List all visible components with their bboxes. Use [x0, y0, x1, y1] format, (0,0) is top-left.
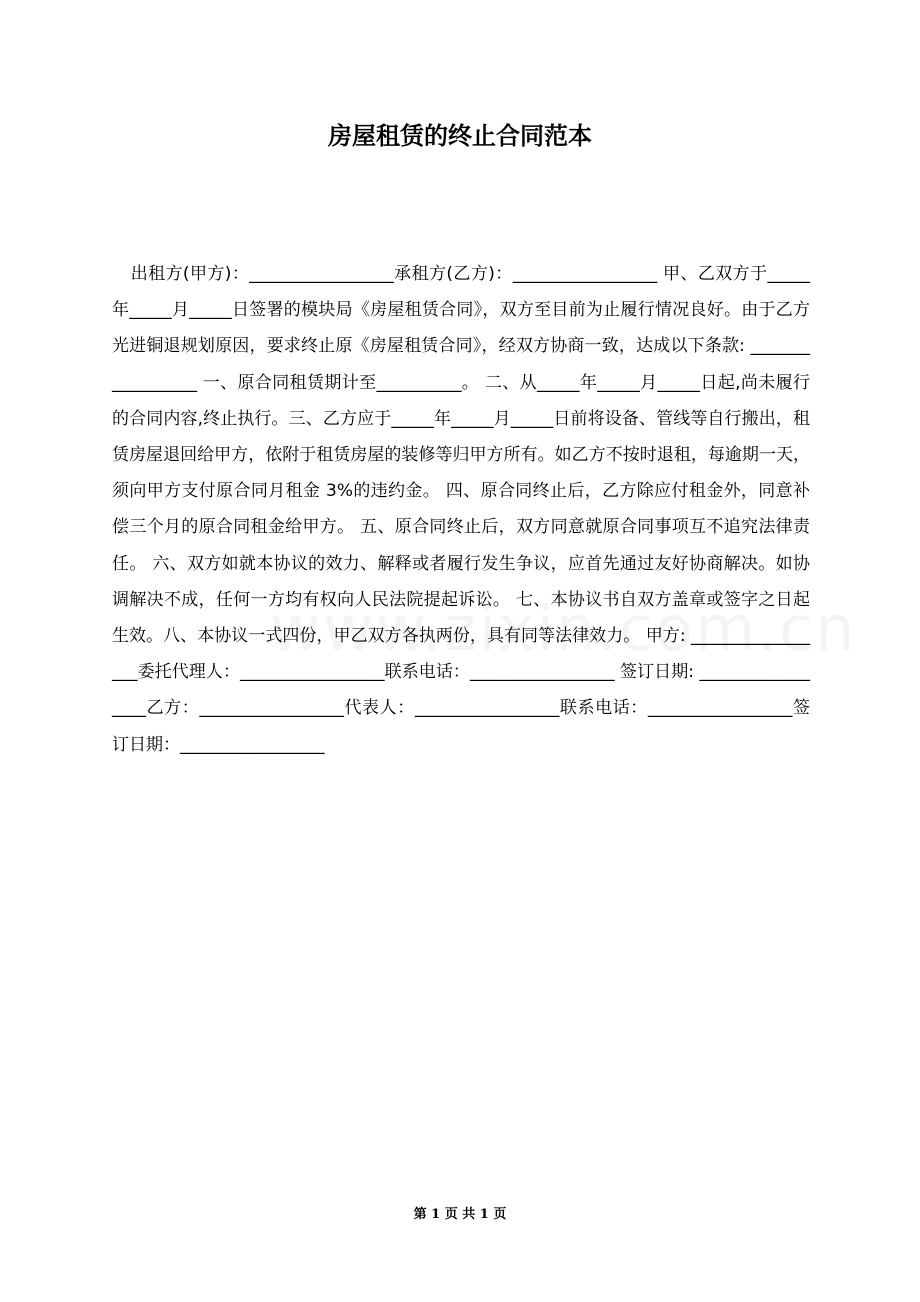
page-footer: 第 1 页 共 1 页	[413, 1207, 507, 1222]
contract-body-text: 出租方(甲方)：_________________承租方(乙方)：_________________ 甲、乙双方于_____年_____月_____日签署的模块局《房屋租赁合同》，双方至目前为止履行情况良好。由于乙方光进铜退规划原因，要求终止原《房屋租赁合同》，经双方协商一致，达成以下条款: _________________ 一、原合同租赁期计至__________。 二、从_____年_____月_____日起,尚未履行的合同内容,终止执行。三、乙方应于_____年_____月_____日前将设备、管线等自行搬出，租赁房屋退回给甲方，依附于租赁房屋的装修等归甲方所有。如乙方不按时退租，每逾期一天，须向甲方支付原合同月租金 3%的违约金。 四、原合同终止后，乙方除应付租金外，同意补偿三个月的原合同租金给甲方。 五、原合同终止后，双方同意就原合同事项互不追究法律责任。 六、双方如就本协议的效力、解释或者履行发生争议，应首先通过友好协商解决。如协调解决不成，任何一方均有权向人民法院提起诉讼。 七、本协议书自双方盖章或签字之日起生效。八、本协议一式四份，甲乙双方各执两份，具有同等法律效力。 甲方: _________________委托代理人：_________________联系电话：_________________ 签订日期: _________________乙方：_________________代表人：_________________联系电话：_________________签订日期：_________________	[112, 264, 810, 755]
document-title: 房屋租赁的终止合同范本	[328, 122, 592, 150]
